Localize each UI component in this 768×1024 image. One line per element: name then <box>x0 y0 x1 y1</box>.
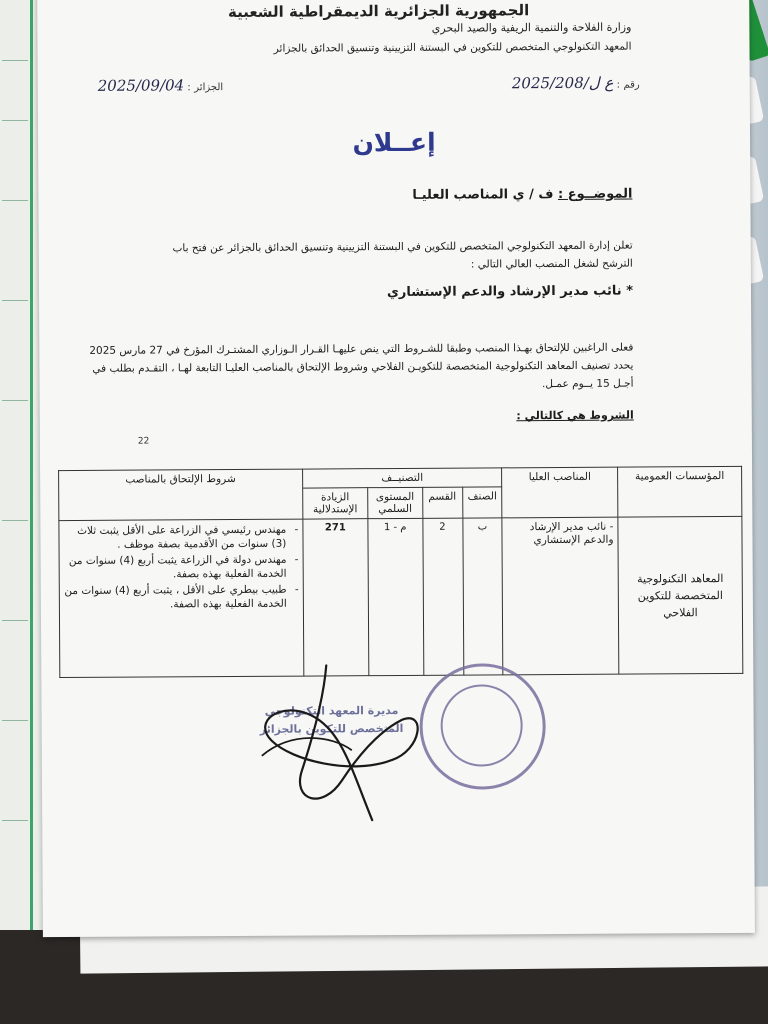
form-rule <box>2 720 28 721</box>
handwritten-mark: 22 <box>137 436 150 447</box>
stamp-line-2: المتخصص للتكوين بالجزائر <box>259 721 404 736</box>
form-border-line <box>30 0 33 930</box>
form-rule <box>2 60 28 61</box>
cell-conditions <box>59 519 304 677</box>
form-rule <box>2 820 28 821</box>
positions-table <box>58 466 743 678</box>
condition-item: - مهندس رئيسي في الزراعة على الأقل يثبت ثلاث (3) سنوات من الأقدمية بصفة موظف . <box>63 523 286 552</box>
header-classification: التصنيــف <box>302 468 502 488</box>
subject-line <box>412 187 632 203</box>
form-rule <box>2 520 28 521</box>
header-level: المستوى السلمي <box>368 487 423 518</box>
header-index: الزيادة الإستدلالية <box>303 488 368 519</box>
subject-value: ف / ي المناصب العليـا <box>412 187 554 203</box>
cell-level: م - 1 <box>368 518 424 675</box>
place-date-value: 2025/09/04 <box>97 76 185 95</box>
header-class: الصنف <box>462 487 502 518</box>
handwritten-signature <box>231 660 432 831</box>
header-category: القسم <box>422 487 462 518</box>
subject-label: الموضــوع : <box>557 186 633 203</box>
form-rule <box>2 620 28 621</box>
stamp-line-1: مديرة المعهد التكنولوجي <box>264 703 399 718</box>
condition-item: - مهندس دولة في الزراعة يثبت أربع (4) سنوات من الخدمة الفعلية بهذه بصفة. <box>64 553 287 582</box>
form-rule <box>2 120 28 121</box>
cell-index: 271 <box>303 519 369 676</box>
table-row <box>59 516 743 677</box>
form-rule <box>2 300 28 301</box>
header-position: المناصب العليا <box>502 467 618 518</box>
cell-position: - نائب مدير الإرشاد والدعم الإستشاري <box>502 517 619 675</box>
institute-header: المعهد التكنولوجي المتخصص للتكوين في البستنة التزيينية وتنسيق الحدائق بالجزائر <box>273 40 632 55</box>
form-rule <box>2 200 28 201</box>
call-paragraph: فعلى الراغبين للإلتحاق بهـذا المنصب وطبقا للشـروط التي ينص عليهـا القـرار الـوزاري المشتـرك المؤرخ في 27 مارس 2025 يحدد تصنيف المعاهد التكنولوجية المتخصصة للتكويـن الفلاحي وشروط الإلتحاق بالمناصب العليـا التابعة لهـا ، التقـدم بطلب في أجـل 15 يــوم عمـل. <box>89 341 634 391</box>
table-header-row <box>59 466 742 489</box>
header-conditions: شروط الإلتحاق بالمناصب <box>59 469 303 520</box>
condition-item: - طبيب بيطري على الأقل ، يثبت أربع (4) سنوات من الخدمة الفعلية بهذه الصفة. <box>64 583 287 612</box>
cell-category: 2 <box>422 518 463 675</box>
republic-header: الجمهورية الجزائرية الديمقراطية الشعبية <box>227 1 530 22</box>
reference-value: 2025/ع ل/208 <box>511 73 614 93</box>
form-rule <box>2 400 28 401</box>
position-item: * نائب مدير الإرشاد والدعم الإستشاري <box>386 283 634 301</box>
cell-class: ب <box>462 518 503 675</box>
cell-institution: المعاهد التكنولوجية المتخصصة للتكوين الفلاحي <box>618 516 743 674</box>
announcement-page <box>37 0 755 937</box>
conditions-list <box>63 523 298 612</box>
intro-paragraph: تعلن إدارة المعهد التكنولوجي المتخصص للتكوين في البستنة التزيينية وتنسيق الحدائق بالجزائر عن فتح باب الترشح لشغل المنصب العالي التالي : <box>172 239 633 271</box>
official-seal <box>419 663 546 790</box>
header-institutions: المؤسسات العمومية <box>618 466 742 517</box>
page-title: إعــلان <box>352 127 436 158</box>
ministry-header: وزارة الفلاحة والتنمية الريفية والصيد البحري <box>431 20 632 35</box>
reference-label: رقم <box>623 79 640 91</box>
place-date-label: الجزائر <box>194 82 224 94</box>
seal-inner-ring <box>440 684 522 766</box>
reference-number: رقم : 2025/ع ل/208 <box>511 73 640 93</box>
place-date: الجزائر : 2025/09/04 <box>97 76 224 95</box>
conditions-title: الشروط هي كالتالي : <box>516 408 634 423</box>
